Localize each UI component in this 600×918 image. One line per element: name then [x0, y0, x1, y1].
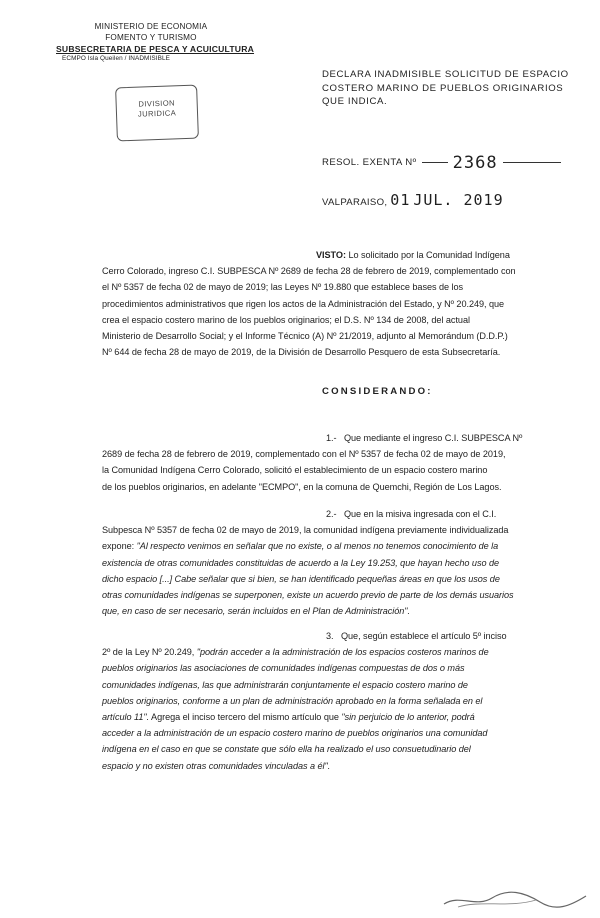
- title-line-3: QUE INDICA.: [322, 96, 388, 108]
- date-row: [322, 191, 504, 209]
- p2-line: [102, 538, 547, 554]
- file-reference: ECMPO Isla Queilen / INADMISIBLE: [62, 55, 170, 63]
- p2-line: Subpesca Nº 5357 de fecha 02 de mayo de 2019, la comunidad indígena previamente individualizada: [102, 525, 509, 536]
- p3-quote-line: indígena en el caso en que se constate que sólo ella ha realizado el uso consuetudinario del: [102, 744, 471, 755]
- visto-label: VISTO:: [316, 250, 346, 260]
- resolution-number-row: [322, 150, 563, 173]
- p2-first-line: [102, 506, 547, 522]
- visto-line: Cerro Colorado, ingreso C.I. SUBPESCA Nº 2689 de fecha 28 de febrero de 2019, complementado con: [102, 266, 516, 277]
- visto-line: procedimientos administrativos que rigen los actos de la Administración del Estado, y Nº 20.249, que: [102, 298, 505, 309]
- visto-line: Nº 644 de fecha 28 de mayo de 2019, de la División de Desarrollo Pesquero de esta Subsecretaría.: [102, 347, 501, 358]
- date-month-year: JUL. 2019: [413, 191, 504, 209]
- p2-line: Que en la misiva ingresada con el C.I.: [343, 509, 497, 519]
- visto-section: [102, 247, 547, 360]
- p2-quote-line: existencia de otras comunidades constituidas de acuerdo a la Ley 19.253, que hayan hecho uso de: [102, 557, 500, 568]
- p1-number: 1.-: [326, 433, 337, 443]
- considerando-heading: CONSIDERANDO:: [322, 386, 433, 397]
- p3-number: 3.: [326, 631, 334, 641]
- p3-quote-line: acceder a la administración de un espacio costero marino de pueblos originarios una comunidad: [102, 728, 488, 739]
- visto-line: Ministerio de Desarrollo Social; y el Informe Técnico (A) Nº 21/2019, adjunto al Memorándum (D.D.P.): [102, 331, 508, 342]
- resolution-label: RESOL. EXENTA Nº: [322, 157, 417, 168]
- scribble-mark: [440, 888, 590, 910]
- p2-quote: "Al respecto venimos en señalar que no existe, o al menos no tenemos conocimiento de la: [136, 541, 499, 552]
- blank-line: [503, 162, 561, 163]
- paragraph-3: [102, 628, 547, 774]
- p3-line: [102, 709, 547, 725]
- title-line-2: COSTERO MARINO DE PUEBLOS ORIGINARIOS: [322, 82, 564, 94]
- p2-quote-line: dicho espacio [...] Cabe señalar que si bien, se han identificado pequeñas áreas en que los usos de: [102, 573, 500, 584]
- p3-line: [102, 644, 547, 660]
- blank-line: [422, 162, 448, 163]
- paragraph-2: [102, 506, 547, 619]
- date-day: 01: [390, 191, 411, 209]
- date-place: VALPARAISO,: [322, 197, 388, 208]
- ministry-line-2: FOMENTO Y TURISMO: [105, 32, 197, 42]
- p3-text: 2º de la Ley Nº 20.249,: [102, 647, 197, 658]
- division-stamp: [115, 85, 199, 142]
- p3-quote: artículo 11".: [102, 712, 150, 723]
- paragraph-1: [102, 430, 547, 495]
- p3-quote: "sin perjuicio de lo anterior, podrá: [341, 712, 475, 723]
- p2-quote-line: otras comunidades indígenas se superponen, existe un acuerdo previo de parte de los demás usuarios: [102, 590, 514, 601]
- p2-text: expone:: [102, 541, 137, 552]
- p2-number: 2.-: [326, 509, 337, 519]
- stamp-line-1: DIVISION: [138, 98, 176, 109]
- p3-line: Que, según establece el artículo 5º inciso: [340, 631, 507, 641]
- p1-line: Que mediante el ingreso C.I. SUBPESCA Nº: [343, 433, 523, 443]
- resolution-title: [322, 68, 572, 109]
- p1-line: la Comunidad Indígena Cerro Colorado, solicitó el establecimiento de un espacio costero marino: [102, 465, 488, 476]
- p1-line: 2689 de fecha 28 de febrero de 2019, complementado con el Nº 5357 de fecha 02 de mayo de 2019,: [102, 449, 506, 460]
- visto-line: el Nº 5357 de fecha 02 de mayo de 2019; las Leyes Nº 19.880 que establece bases de los: [102, 282, 464, 293]
- letterhead: [56, 22, 255, 65]
- ministry-line: MINISTERIO DE ECONOMIA: [94, 22, 208, 31]
- p3-quote: "podrán acceder a la administración de los espacios costeros marinos de: [196, 647, 489, 658]
- p3-quote-line: espacio y no existen otras comunidades vinculadas a él".: [102, 760, 331, 771]
- p3-quote-line: pueblos originarios las asociaciones de comunidades indígenas compuestas de dos o más: [102, 663, 465, 674]
- stamp-line-2: JURIDICA: [137, 108, 177, 119]
- p1-first-line: [102, 430, 547, 446]
- p2-quote-line: que, en caso de ser necesario, serán incluidos en el Plan de Administración".: [102, 606, 410, 617]
- visto-line: Lo solicitado por la Comunidad Indígena: [348, 250, 510, 260]
- visto-line: crea el espacio costero marino de los pueblos originarios; el D.S. Nº 134 de 2008, del actual: [102, 314, 470, 325]
- p3-quote-line: pueblos originarios, conforme a un plan de administración aprobado en la forma señalada en el: [102, 695, 483, 706]
- title-line-1: DECLARA INADMISIBLE SOLICITUD DE ESPACIO: [322, 69, 569, 80]
- p3-text: Agrega el inciso tercero del mismo artículo que: [149, 712, 342, 723]
- p3-quote-line: comunidades indígenas, las que administrarán conjuntamente el espacio costero marino de: [102, 679, 468, 690]
- p1-line: de los pueblos originarios, en adelante "ECMPO", en la comuna de Quemchi, Región de Los Lagos.: [102, 481, 502, 492]
- resolution-number: 2368: [452, 153, 498, 173]
- p3-first-line: [102, 628, 547, 644]
- visto-first-line: [102, 247, 547, 263]
- subsecretaria-line: SUBSECRETARIA DE PESCA Y ACUICULTURA: [56, 43, 255, 54]
